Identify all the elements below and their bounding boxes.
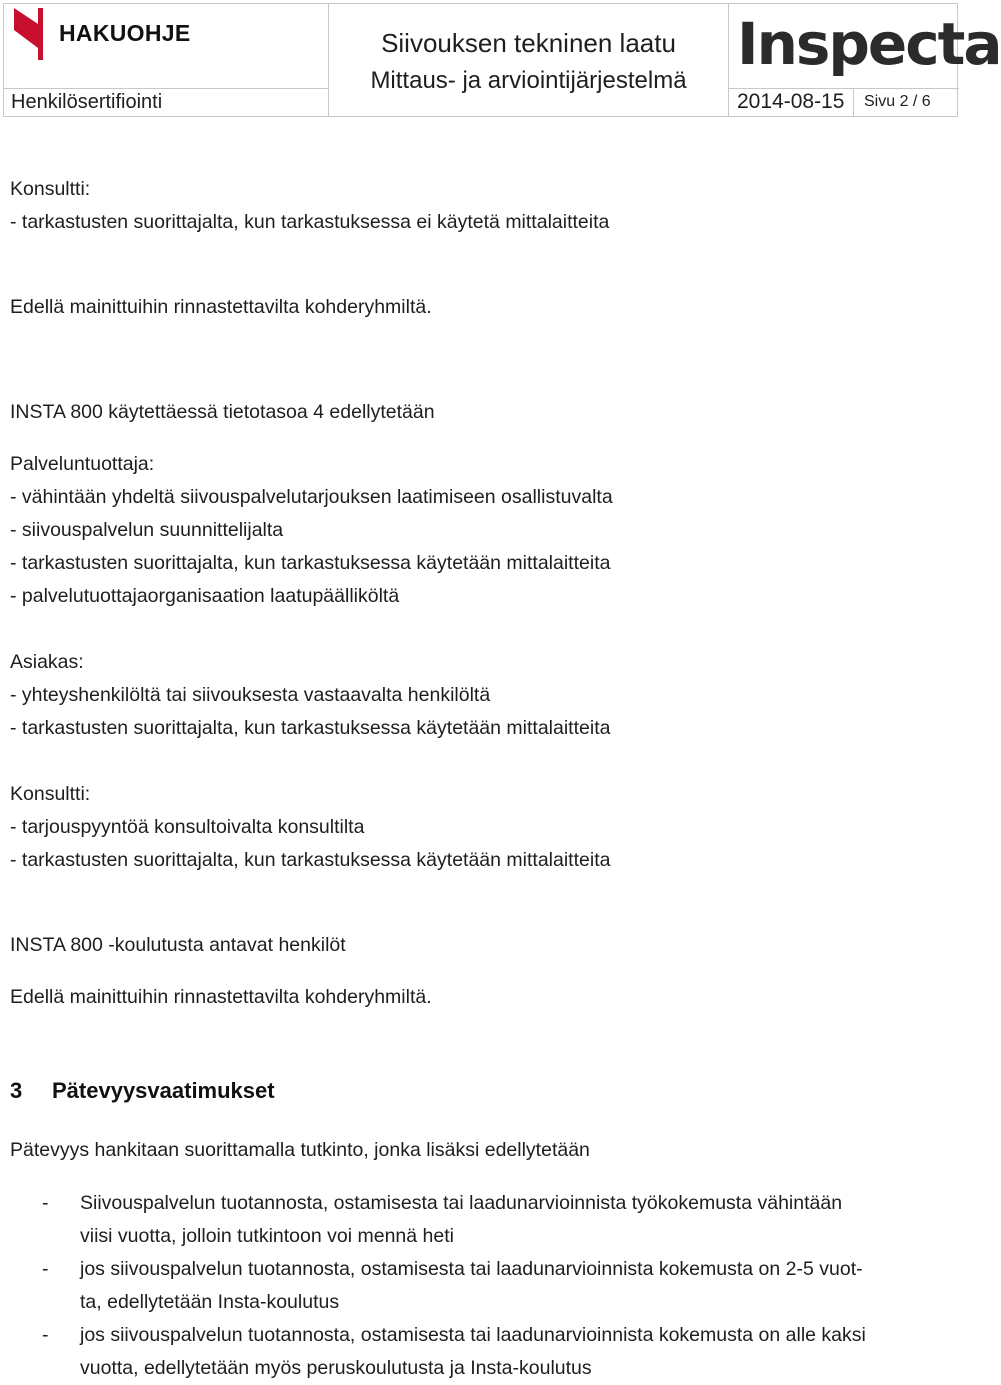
customer-item: - tarkastusten suorittajalta, kun tarkastuksessa käytetään mittalaitteita xyxy=(10,717,611,739)
provider-item: - tarkastusten suorittajalta, kun tarkastuksessa käytetään mittalaitteita xyxy=(10,552,611,574)
training-heading: INSTA 800 -koulutusta antavat henkilöt xyxy=(10,934,346,956)
requirement-line: jos siivouspalvelun tuotannosta, ostamisesta tai laadunarvioinnista kokemusta on 2-5 vuot- xyxy=(80,1258,863,1280)
similar-groups-text: Edellä mainittuihin rinnastettavilta kohderyhmiltä. xyxy=(10,986,432,1008)
requirement-line: jos siivouspalvelun tuotannosta, ostamisesta tai laadunarvioinnista kokemusta on alle kaksi xyxy=(80,1324,866,1346)
hakuohje-label: HAKUOHJE xyxy=(59,20,191,46)
requirement-line: vuotta, edellytetään myös peruskoulutusta ja Insta-koulutus xyxy=(80,1357,592,1379)
consultant-item: - tarkastusten suorittajalta, kun tarkastuksessa käytetään mittalaitteita xyxy=(10,849,611,871)
section-number: 3 xyxy=(10,1078,23,1103)
document-header xyxy=(3,3,1001,117)
similar-groups-text: Edellä mainittuihin rinnastettavilta kohderyhmiltä. xyxy=(10,296,432,318)
header-page-cell xyxy=(854,89,959,117)
provider-item: - siivouspalvelun suunnittelijalta xyxy=(10,519,284,541)
section-intro: Pätevyys hankitaan suorittamalla tutkinto, jonka lisäksi edellytetään xyxy=(10,1139,590,1161)
certification-label: Henkilösertifiointi xyxy=(11,91,163,113)
header-title-cell xyxy=(329,4,729,117)
header-logo-cell xyxy=(729,4,1001,89)
provider-item: - palvelutuottajaorganisaation laatupäälliköltä xyxy=(10,585,400,607)
section-heading xyxy=(10,1078,275,1104)
page-number: Sivu 2 / 6 xyxy=(864,93,931,110)
header-certification-cell xyxy=(4,89,329,117)
consultant-item: - tarkastusten suorittajalta, kun tarkastuksessa ei käytetä mittalaitteita xyxy=(10,211,610,233)
document-subtitle: Mittaus- ja arviointijärjestelmä xyxy=(370,67,687,94)
document-date: 2014-08-15 xyxy=(737,90,845,113)
consultant-label: Konsultti: xyxy=(10,783,91,805)
bullet-dash: - xyxy=(42,1192,49,1214)
consultant-item: - tarjouspyyntöä konsultoivalta konsultilta xyxy=(10,816,365,838)
insta-level4-heading: INSTA 800 käytettäessä tietotasoa 4 edellytetään xyxy=(10,401,435,423)
section-title: Pätevyysvaatimukset xyxy=(52,1078,275,1103)
provider-item: - vähintään yhdeltä siivouspalvelutarjouksen laatimiseen osallistuvalta xyxy=(10,486,613,508)
requirement-line: Siivouspalvelun tuotannosta, ostamisesta tai laadunarvioinnista työkokemusta vähintään xyxy=(80,1192,843,1214)
customer-label: Asiakas: xyxy=(10,651,84,673)
consultant-label: Konsultti: xyxy=(10,178,91,200)
bullet-dash: - xyxy=(42,1258,49,1280)
requirement-line: viisi vuotta, jolloin tutkintoon voi mennä heti xyxy=(80,1225,454,1247)
bullet-dash: - xyxy=(42,1324,49,1346)
inspecta-logo: Inspecta xyxy=(737,10,1001,78)
customer-item: - yhteyshenkilöltä tai siivouksesta vastaavalta henkilöltä xyxy=(10,684,491,706)
document-title: Siivouksen tekninen laatu xyxy=(381,28,676,58)
requirement-line: ta, edellytetään Insta-koulutus xyxy=(80,1291,340,1313)
flag-icon xyxy=(10,8,44,60)
header-hakuohje-cell xyxy=(4,4,329,89)
header-date-cell xyxy=(729,89,854,117)
provider-label: Palveluntuottaja: xyxy=(10,453,155,475)
